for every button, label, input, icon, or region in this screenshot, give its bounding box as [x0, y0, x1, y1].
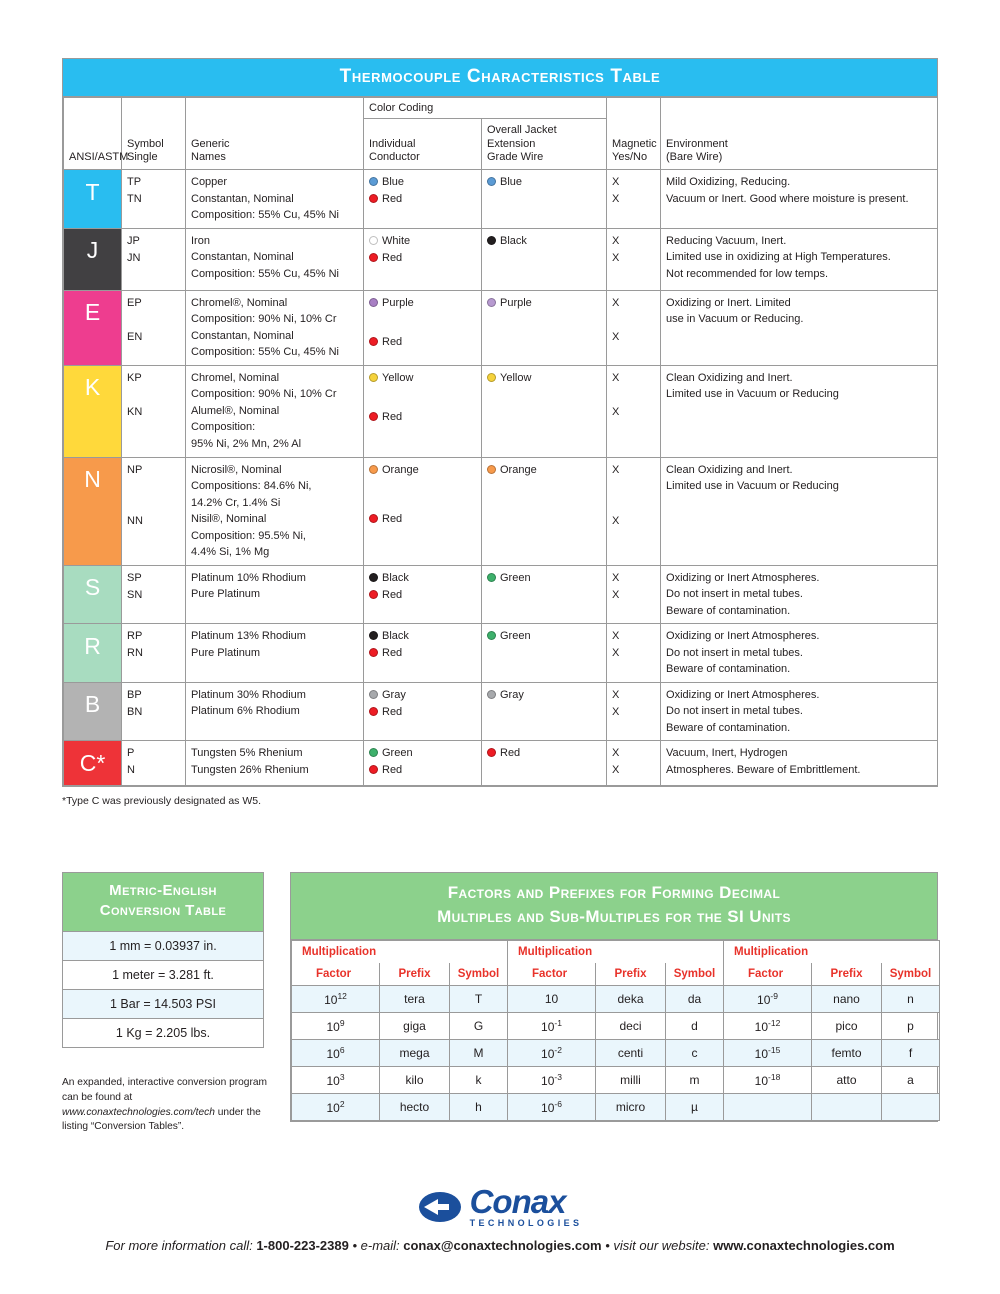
metric-row: [63, 989, 264, 1018]
magnetic-cell: X X: [607, 457, 661, 565]
color-swatch-icon: [369, 298, 378, 307]
color-swatch-icon: [487, 748, 496, 757]
wire-color-item: Red: [369, 762, 476, 779]
si-prefix: centi: [596, 1039, 666, 1066]
metric-row: [63, 960, 264, 989]
individual-conductor-cell: [364, 365, 482, 457]
ansi-type-cell: [64, 457, 122, 565]
ansi-type-cell: [64, 741, 122, 786]
si-title-line2: Multiples and Sub-Multiples for the SI Units: [437, 906, 791, 926]
overall-jacket-cell: [482, 457, 607, 565]
si-symbol: m: [666, 1066, 724, 1093]
logo-wordmark: Conax: [469, 1183, 566, 1220]
si-prefix: milli: [596, 1066, 666, 1093]
overall-jacket-cell: [482, 682, 607, 741]
table-row: [64, 170, 938, 229]
si-subheader-factor: Factor: [292, 963, 380, 986]
color-swatch-icon: [487, 573, 496, 582]
generic-names-cell: Platinum 13% Rhodium Pure Platinum: [186, 624, 364, 683]
individual-conductor-cell: [364, 565, 482, 624]
footer-call-label: For more information call:: [105, 1238, 257, 1253]
wire-color-item: Orange: [369, 462, 476, 479]
symbol-cell: P N: [122, 741, 186, 786]
magnetic-cell: X X: [607, 682, 661, 741]
wire-color-item: Green: [487, 628, 601, 645]
table-row: [64, 741, 938, 786]
metric-english-conversion-table: [62, 872, 264, 1048]
color-swatch-icon: [369, 631, 378, 640]
color-swatch-icon: [369, 465, 378, 474]
wire-color-item: Black: [487, 233, 601, 250]
color-swatch-icon: [369, 573, 378, 582]
ansi-type-letter: E: [84, 299, 101, 325]
overall-jacket-cell: [482, 624, 607, 683]
environment-cell: Mild Oxidizing, Reducing. Vacuum or Inert. Good where moisture is present.: [661, 170, 938, 229]
ansi-type-letter: T: [85, 178, 100, 205]
metric-row: [63, 931, 264, 960]
individual-conductor-cell: [364, 682, 482, 741]
generic-names-cell: Platinum 30% Rhodium Platinum 6% Rhodium: [186, 682, 364, 741]
color-swatch-icon: [487, 631, 496, 640]
color-swatch-icon: [369, 590, 378, 599]
color-swatch-icon: [369, 514, 378, 523]
wire-color-item: Red: [369, 191, 476, 208]
generic-names-cell: Chromel, Nominal Composition: 90% Ni, 10% Cr Alumel®, Nominal Composition: 95% Ni, 2% Mn, 2% Al: [186, 365, 364, 457]
wire-color-item: Black: [369, 628, 476, 645]
page-footer: [0, 1185, 1000, 1253]
magnetic-cell: X X: [607, 228, 661, 290]
wire-color-item: Gray: [487, 687, 601, 704]
magnetic-cell: X X: [607, 170, 661, 229]
overall-jacket-cell: [482, 290, 607, 365]
generic-names-cell: Iron Constantan, Nominal Composition: 55% Cu, 45% Ni: [186, 228, 364, 290]
table-row: [64, 365, 938, 457]
si-prefix: nano: [812, 985, 882, 1012]
wire-color-item: Green: [487, 570, 601, 587]
si-prefix: micro: [596, 1093, 666, 1120]
si-factor: $10^3$: [292, 1066, 380, 1093]
color-swatch-icon: [369, 748, 378, 757]
color-swatch-icon: [369, 707, 378, 716]
si-row: [292, 1066, 940, 1093]
wire-color-item: Red: [487, 745, 601, 762]
si-prefix: femto: [812, 1039, 882, 1066]
si-prefix: atto: [812, 1066, 882, 1093]
si-prefix: mega: [380, 1039, 450, 1066]
header-overall-jacket: Overall Jacket Extension Grade Wire: [482, 119, 607, 170]
ansi-type-letter: C*: [79, 749, 106, 776]
overall-jacket-cell: [482, 228, 607, 290]
magnetic-cell: X X: [607, 365, 661, 457]
header-generic-names: Generic Names: [186, 98, 364, 170]
wire-color-item: Red: [369, 409, 476, 426]
metric-table-note: [62, 1076, 274, 1135]
si-symbol: M: [450, 1039, 508, 1066]
si-factor: [724, 1093, 812, 1120]
si-row: [292, 1039, 940, 1066]
si-subheader-symbol: Symbol: [666, 963, 724, 986]
symbol-cell: NP NN: [122, 457, 186, 565]
wire-color-item: Red: [369, 587, 476, 604]
header-ansi: ANSI/ASTM: [64, 98, 122, 170]
wire-color-item: Blue: [487, 174, 601, 191]
si-row: [292, 1093, 940, 1120]
overall-jacket-cell: [482, 741, 607, 786]
si-row: [292, 985, 940, 1012]
metric-conversion: 1 Kg = 2.205 lbs.: [63, 1018, 264, 1047]
header-environment: Environment (Bare Wire): [661, 98, 938, 170]
si-symbol: c: [666, 1039, 724, 1066]
magnetic-cell: X X: [607, 741, 661, 786]
environment-cell: Oxidizing or Inert Atmospheres. Do not insert in metal tubes. Beware of contamination.: [661, 565, 938, 624]
generic-names-cell: Copper Constantan, Nominal Composition: 55% Cu, 45% Ni: [186, 170, 364, 229]
metric-row: [63, 1018, 264, 1047]
ansi-type-cell: [64, 290, 122, 365]
overall-jacket-cell: [482, 170, 607, 229]
wire-color-item: Red: [369, 704, 476, 721]
magnetic-cell: X X: [607, 565, 661, 624]
symbol-cell: BP BN: [122, 682, 186, 741]
si-prefix: tera: [380, 985, 450, 1012]
si-factor: $10^{-6}$: [508, 1093, 596, 1120]
overall-jacket-cell: [482, 365, 607, 457]
wire-color-item: Purple: [487, 295, 601, 312]
si-subheader-row: [292, 963, 940, 986]
color-swatch-icon: [487, 373, 496, 382]
si-group-header: Multiplication: [724, 940, 940, 963]
wire-color-item: Black: [369, 570, 476, 587]
generic-names-cell: Chromel®, Nominal Composition: 90% Ni, 10% Cr Constantan, Nominal Composition: 55% Cu, 45% Ni: [186, 290, 364, 365]
color-swatch-icon: [487, 465, 496, 474]
si-subheader-factor: Factor: [724, 963, 812, 986]
metric-title-line1: Metric-English: [109, 882, 217, 899]
metric-conversion: 1 meter = 3.281 ft.: [63, 960, 264, 989]
metric-conversion: 1 mm = 0.03937 in.: [63, 931, 264, 960]
si-symbol: p: [882, 1012, 940, 1039]
symbol-cell: KP KN: [122, 365, 186, 457]
footer-website[interactable]: www.conaxtechnologies.com: [713, 1238, 895, 1253]
si-group-header: Multiplication: [508, 940, 724, 963]
ansi-type-cell: [64, 565, 122, 624]
color-swatch-icon: [369, 337, 378, 346]
footer-sep-1: • e-mail:: [348, 1238, 404, 1253]
individual-conductor-cell: [364, 290, 482, 365]
logo-tagline: TECHNOLOGIES: [469, 1218, 583, 1228]
wire-color-item: Red: [369, 645, 476, 662]
metric-table-title: [62, 872, 264, 931]
tc-table: [63, 97, 938, 786]
table-header-row-top: [64, 98, 938, 119]
wire-color-item: Blue: [369, 174, 476, 191]
si-symbol: n: [882, 985, 940, 1012]
si-subheader-factor: Factor: [508, 963, 596, 986]
environment-cell: Clean Oxidizing and Inert. Limited use in Vacuum or Reducing: [661, 457, 938, 565]
si-factor: $10^{-2}$: [508, 1039, 596, 1066]
si-subheader-symbol: Symbol: [450, 963, 508, 986]
environment-cell: Oxidizing or Inert. Limited use in Vacuum or Reducing.: [661, 290, 938, 365]
ansi-type-cell: [64, 170, 122, 229]
conax-logo: [0, 1185, 1000, 1228]
wire-color-item: Green: [369, 745, 476, 762]
symbol-cell: JP JN: [122, 228, 186, 290]
ansi-type-letter: K: [84, 374, 101, 400]
table-footnote: *Type C was previously designated as W5.: [62, 795, 262, 807]
table-row: [64, 624, 938, 683]
ansi-type-letter: N: [84, 466, 101, 492]
si-factor: $10^{-12}$: [724, 1012, 812, 1039]
wire-color-item: Red: [369, 334, 476, 351]
ansi-type-cell: [64, 682, 122, 741]
header-individual-conductor: Individual Conductor: [364, 119, 482, 170]
si-subheader-symbol: Symbol: [882, 963, 940, 986]
si-prefix: kilo: [380, 1066, 450, 1093]
ansi-type-letter: S: [84, 574, 101, 600]
wire-color-item: Orange: [487, 462, 601, 479]
header-magnetic: Magnetic Yes/No: [607, 98, 661, 170]
ansi-type-cell: [64, 624, 122, 683]
si-prefix: [812, 1093, 882, 1120]
si-symbol: µ: [666, 1093, 724, 1120]
header-color-coding: Color Coding: [364, 98, 607, 119]
si-factor: $10^2$: [292, 1093, 380, 1120]
table-row: [64, 457, 938, 565]
si-symbol: k: [450, 1066, 508, 1093]
si-symbol: h: [450, 1093, 508, 1120]
si-factor: $10^{-15}$: [724, 1039, 812, 1066]
overall-jacket-cell: [482, 565, 607, 624]
color-swatch-icon: [487, 177, 496, 186]
generic-names-cell: Nicrosil®, Nominal Compositions: 84.6% Ni, 14.2% Cr, 1.4% Si Nisil®, Nominal Composition: 95.5% Ni, 4.4% Si, 1% Mg: [186, 457, 364, 565]
metric-conversion: 1 Bar = 14.503 PSI: [63, 989, 264, 1018]
si-symbol: f: [882, 1039, 940, 1066]
wire-color-item: Yellow: [369, 370, 476, 387]
color-swatch-icon: [369, 177, 378, 186]
color-swatch-icon: [487, 690, 496, 699]
thermocouple-characteristics-table: [62, 58, 938, 787]
environment-cell: Reducing Vacuum, Inert. Limited use in oxidizing at High Temperatures. Not recommended for low temps.: [661, 228, 938, 290]
color-swatch-icon: [487, 298, 496, 307]
si-factor: $10^{-18}$: [724, 1066, 812, 1093]
environment-cell: Clean Oxidizing and Inert. Limited use in Vacuum or Reducing: [661, 365, 938, 457]
color-swatch-icon: [369, 690, 378, 699]
wire-color-item: Gray: [369, 687, 476, 704]
symbol-cell: EP EN: [122, 290, 186, 365]
individual-conductor-cell: [364, 457, 482, 565]
si-symbol: T: [450, 985, 508, 1012]
generic-names-cell: Platinum 10% Rhodium Pure Platinum: [186, 565, 364, 624]
conax-logo-text: [470, 1185, 583, 1228]
environment-cell: Vacuum, Inert, Hydrogen Atmospheres. Beware of Embrittlement.: [661, 741, 938, 786]
individual-conductor-cell: [364, 741, 482, 786]
color-swatch-icon: [369, 373, 378, 382]
si-factor: $10^{-1}$: [508, 1012, 596, 1039]
si-factor: 10: [508, 985, 596, 1012]
color-swatch-icon: [369, 236, 378, 245]
footer-phone[interactable]: 1-800-223-2389: [256, 1238, 349, 1253]
footer-contact-line: [0, 1238, 1000, 1253]
conax-logo-icon: [418, 1190, 462, 1224]
si-prefixes-table: [290, 872, 938, 1122]
si-symbol: a: [882, 1066, 940, 1093]
header-symbol: Symbol Single: [122, 98, 186, 170]
si-prefix: pico: [812, 1012, 882, 1039]
si-prefix: deka: [596, 985, 666, 1012]
wire-color-item: Yellow: [487, 370, 601, 387]
si-group-header-row: [292, 940, 940, 963]
si-factor: $10^{12}$: [292, 985, 380, 1012]
si-factor: $10^{-3}$: [508, 1066, 596, 1093]
si-subheader-prefix: Prefix: [596, 963, 666, 986]
color-swatch-icon: [369, 194, 378, 203]
ansi-type-cell: [64, 228, 122, 290]
si-symbol: da: [666, 985, 724, 1012]
si-symbol: G: [450, 1012, 508, 1039]
environment-cell: Oxidizing or Inert Atmospheres. Do not insert in metal tubes. Beware of contamination.: [661, 624, 938, 683]
si-table: [291, 940, 940, 1121]
magnetic-cell: X X: [607, 290, 661, 365]
environment-cell: Oxidizing or Inert Atmospheres. Do not insert in metal tubes. Beware of contamination.: [661, 682, 938, 741]
magnetic-cell: X X: [607, 624, 661, 683]
ansi-type-letter: B: [84, 691, 101, 717]
footer-sep-2: • visit our website:: [601, 1238, 714, 1253]
color-swatch-icon: [369, 412, 378, 421]
ansi-type-cell: [64, 365, 122, 457]
si-prefix: hecto: [380, 1093, 450, 1120]
si-factor: $10^6$: [292, 1039, 380, 1066]
si-title-line1: Factors and Prefixes for Forming Decimal: [447, 883, 781, 902]
table-row: [64, 228, 938, 290]
individual-conductor-cell: [364, 228, 482, 290]
si-factor: $10^{-9}$: [724, 985, 812, 1012]
table-title: Thermocouple Characteristics Table: [63, 59, 937, 97]
color-swatch-icon: [487, 236, 496, 245]
table-row: [64, 682, 938, 741]
si-prefix: giga: [380, 1012, 450, 1039]
individual-conductor-cell: [364, 624, 482, 683]
si-table-title: [291, 873, 937, 940]
metric-title-line2: Conversion Table: [99, 902, 227, 920]
table-row: [64, 565, 938, 624]
ansi-type-letter: J: [86, 237, 99, 263]
symbol-cell: SP SN: [122, 565, 186, 624]
symbol-cell: RP RN: [122, 624, 186, 683]
wire-color-item: White: [369, 233, 476, 250]
individual-conductor-cell: [364, 170, 482, 229]
si-symbol: d: [666, 1012, 724, 1039]
wire-color-item: Red: [369, 250, 476, 267]
si-subheader-prefix: Prefix: [812, 963, 882, 986]
metric-table: [62, 931, 264, 1048]
table-row: [64, 290, 938, 365]
generic-names-cell: Tungsten 5% Rhenium Tungsten 26% Rhenium: [186, 741, 364, 786]
si-row: [292, 1012, 940, 1039]
wire-color-item: Purple: [369, 295, 476, 312]
color-swatch-icon: [369, 648, 378, 657]
footer-email[interactable]: conax@conaxtechnologies.com: [403, 1238, 602, 1253]
si-group-header: Multiplication: [292, 940, 508, 963]
si-symbol: [882, 1093, 940, 1120]
note-url: www.conaxtechnologies.com/tech: [62, 1106, 215, 1118]
ansi-type-letter: R: [84, 632, 101, 659]
symbol-cell: TP TN: [122, 170, 186, 229]
color-swatch-icon: [369, 253, 378, 262]
si-prefix: deci: [596, 1012, 666, 1039]
wire-color-item: Red: [369, 511, 476, 528]
color-swatch-icon: [369, 765, 378, 774]
note-pre: An expanded, interactive conversion program can be found at: [62, 1077, 267, 1103]
si-factor: $10^9$: [292, 1012, 380, 1039]
si-subheader-prefix: Prefix: [380, 963, 450, 986]
note-post: under the listing “Conversion Tables”.: [62, 1106, 261, 1133]
